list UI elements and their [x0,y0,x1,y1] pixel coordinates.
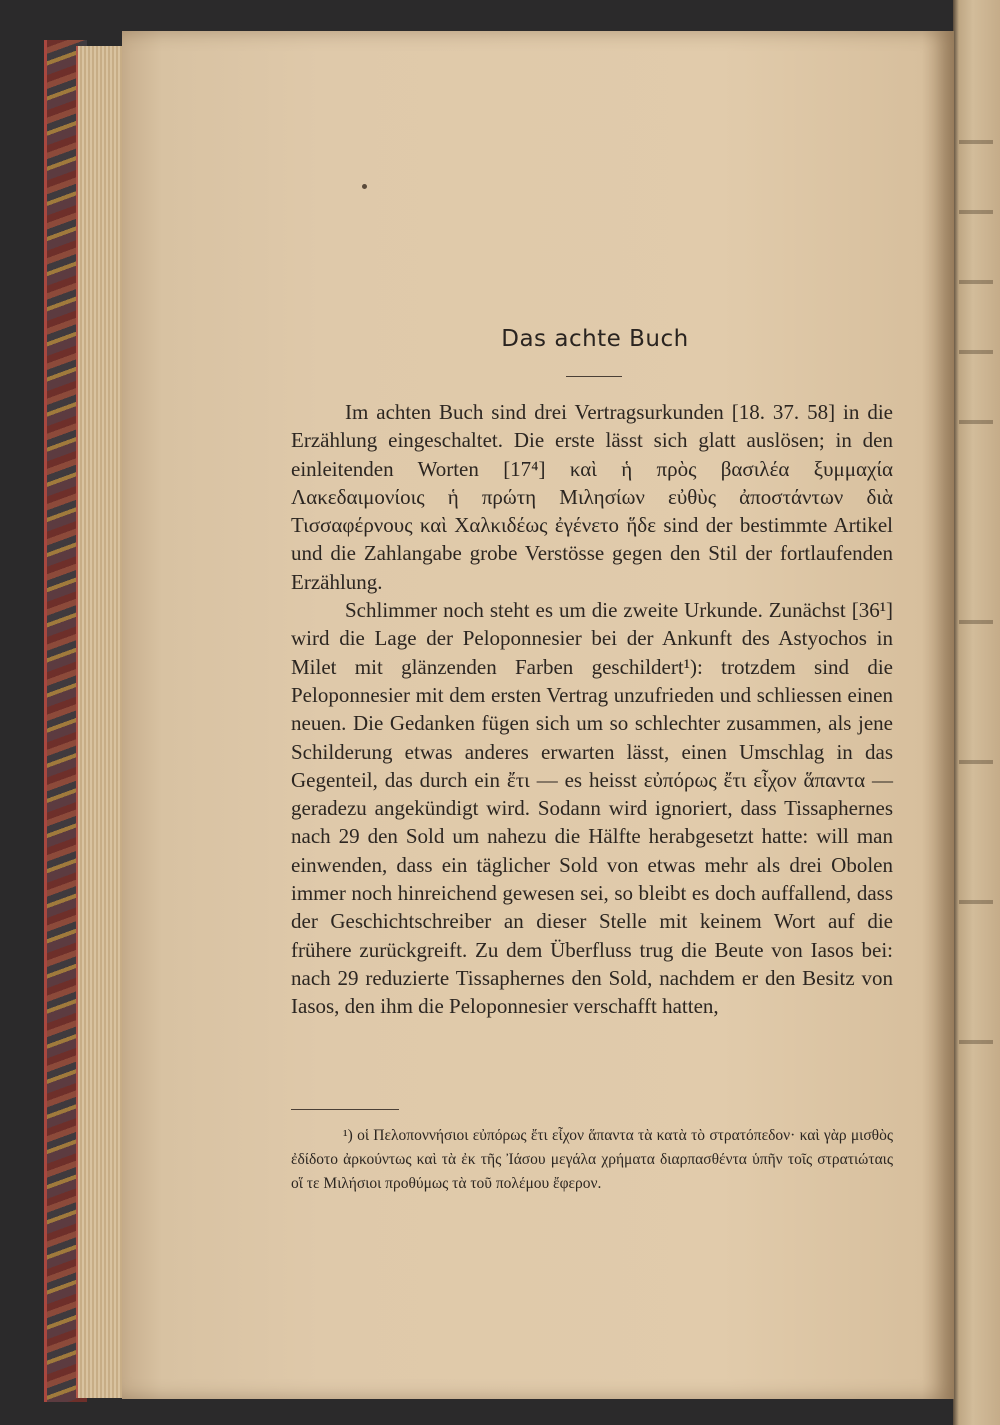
paragraph-1: Im achten Buch sind drei Vertragsurkunden [18. 37. 58] in die Erzählung eingeschaltet. Die erste lässt sich glatt auslösen; in den einleitenden Worten [17⁴] καὶ ἡ πρὸς βασιλέα ξυμμαχία Λακεδαιμονίοις ἡ πρώτη Μιλησίων εὐθὺς ἀποστάντων διὰ Τισσαφέρνους καὶ Χαλκιδέως ἐγένετο ἥδε sind der bestimmte Artikel und die Zahlangabe grobe Verstösse gegen den Stil der fortlaufenden Erzählung. [291,400,893,594]
paper-speck [362,184,367,189]
main-text [291,398,893,1021]
chapter-heading: Das achte Buch [501,326,689,352]
footnote: ¹) οἱ Πελοποννήσιοι εὐπόρως ἔτι εἶχον ἅπαντα τὰ κατὰ τὸ στρατόπεδον· καὶ γὰρ μισθὸς ἐδίδοτο ἀρκούντως καὶ τὰ ἐκ τῆς Ἰάσου μεγάλα χρήματα διαρπασθέντα ὑπῆν τοῖς στρατιώταις οἵ τε Μιλήσιοι προθύμως τὰ τοῦ πολέμου ἔφερον. [291,1127,893,1192]
footnote-rule [291,1109,399,1110]
paragraph-2: Schlimmer noch steht es um die zweite Urkunde. Zunächst [36¹] wird die Lage der Peloponnesier bei der Ankunft des Astyochos in Milet mit glänzenden Farben geschildert¹): trotzdem sind die Peloponnesier mit dem ersten Vertrag unzufrieden und schliessen einen neuen. Die Gedanken fügen sich um so schlechter zusammen, als jene Schilderung etwas anderes erwarten lässt, einen Umschlag in das Gegenteil, das durch ein ἔτι — es heisst εὐπόρως ἔτι εἶχον ἅπαντα — geradezu angekündigt wird. Sodann wird ignoriert, dass Tissaphernes nach 29 den Sold um nahezu die Hälfte herabgesetzt hatte: will man einwenden, dass ein täglicher Sold von etwas mehr als drei Obolen immer noch hinreichend gewesen sei, so bleibt es doch auffallend, dass der Geschichtschreiber an dieser Stelle mit keinem Wort auf die frühere zurückgreift. Zu dem Überfluss trug die Beute von Iasos bei: nach 29 reduzierte Tissaphernes den Sold, nachdem er den Besitz von Iasos, den ihm die Peloponnesier verschafft hatten, [291,598,893,1019]
facing-page-edge [953,0,1000,1425]
heading-rule [566,376,622,377]
